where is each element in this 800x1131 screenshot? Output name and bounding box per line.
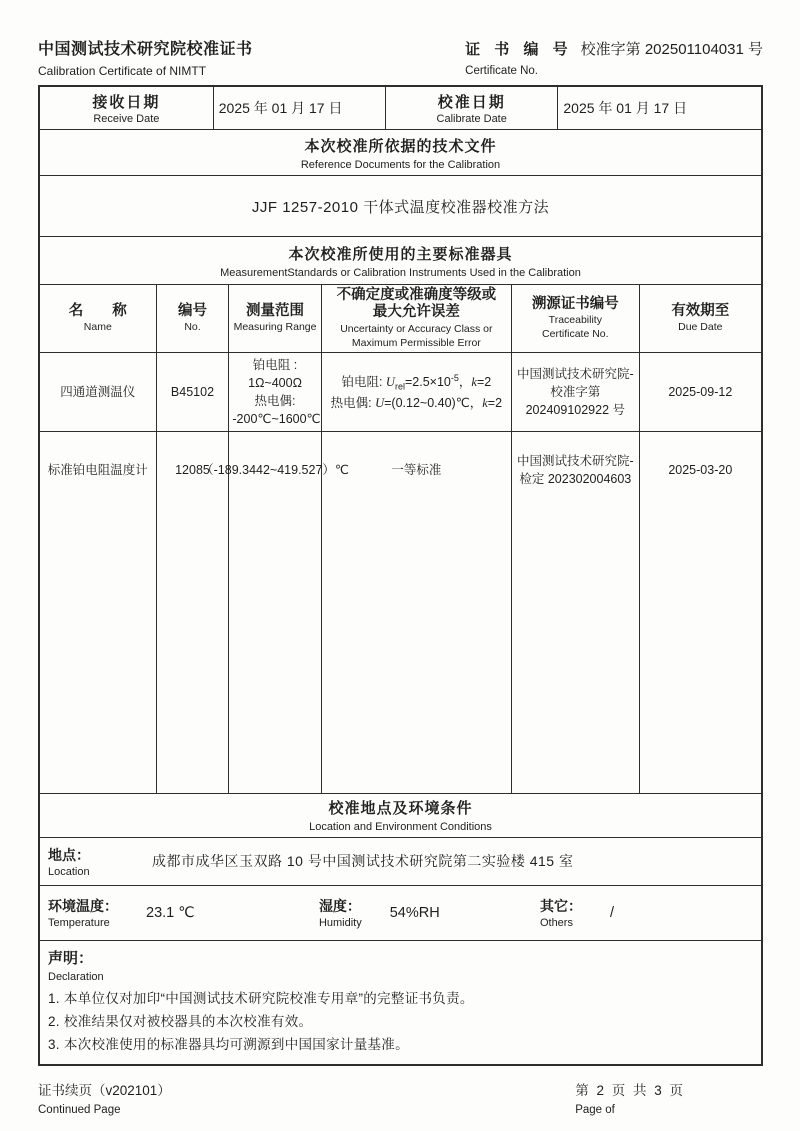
col-header-traceability-en2: Certificate No. bbox=[542, 328, 609, 341]
row1-range-line2: 热电偶: -200℃~1600℃ bbox=[232, 394, 321, 427]
col-header-range-en: Measuring Range bbox=[233, 321, 317, 334]
reference-content: JJF 1257-2010 干体式温度校准器校准方法 bbox=[40, 176, 761, 237]
row2-range: （-189.3442~419.527）℃ bbox=[201, 462, 349, 477]
others-label bbox=[540, 896, 582, 929]
standards-title-en: MeasurementStandards or Calibration Instruments Used in the Calibration bbox=[220, 266, 581, 279]
location-title-en: Location and Environment Conditions bbox=[309, 821, 492, 834]
col-header-traceability-cn: 溯源证书编号 bbox=[531, 295, 619, 312]
col-header-traceability bbox=[512, 285, 640, 353]
row1-traceability: 中国测试技术研究院-校准字第 202409102922 号 bbox=[512, 353, 640, 432]
row2-due-cell bbox=[639, 432, 761, 793]
declaration-label-en: Declaration bbox=[48, 970, 104, 983]
mpe-k-symbol: k bbox=[471, 375, 477, 390]
certificate-number-label-en: Certificate No. bbox=[465, 65, 538, 77]
col-header-uncertainty-en2: Maximum Permissible Error bbox=[351, 336, 481, 349]
footer-left bbox=[38, 1079, 171, 1116]
mpe-u-symbol2: U bbox=[375, 395, 385, 410]
mpe-l2a: 热电偶: bbox=[330, 395, 376, 410]
location-label-cn: 地点： bbox=[48, 846, 90, 863]
doc-footer bbox=[38, 1079, 763, 1116]
humidity-label bbox=[319, 896, 362, 929]
reference-title-cn: 本次校准所依据的技术文件 bbox=[304, 137, 497, 155]
row2-name: 标准铂电阻温度计 bbox=[47, 462, 148, 477]
temperature-label-cn: 环境温度： bbox=[48, 898, 118, 915]
others-value: / bbox=[609, 904, 614, 921]
row1-range-line1: 铂电阻 : 1Ω~400Ω bbox=[248, 357, 302, 390]
col-header-range bbox=[229, 285, 321, 353]
receive-date-label bbox=[40, 87, 214, 129]
header-left bbox=[38, 36, 253, 78]
calibrate-date-label-cn: 校准日期 bbox=[437, 94, 506, 111]
standards-row-2 bbox=[40, 432, 761, 793]
doc-header bbox=[38, 36, 763, 85]
humidity-value: 54%RH bbox=[389, 904, 440, 921]
col-header-no-cn: 编号 bbox=[177, 302, 207, 319]
col-header-due bbox=[639, 285, 761, 353]
row1-range bbox=[229, 353, 321, 432]
col-header-traceability-en: Traceability bbox=[548, 314, 602, 327]
temperature-group bbox=[48, 896, 319, 929]
standards-table bbox=[40, 285, 761, 793]
mpe-l1a: 铂电阻: bbox=[341, 375, 386, 390]
row1-mpe-line1 bbox=[325, 372, 508, 394]
certificate-number-label: 证 书 编 号 bbox=[465, 41, 573, 58]
page-number: 第 2 页 共 3 页 bbox=[575, 1083, 685, 1099]
row2-no-cell bbox=[156, 432, 229, 793]
receive-date-label-cn: 接收日期 bbox=[92, 94, 161, 111]
col-header-uncertainty bbox=[321, 285, 511, 353]
title-en: Calibration Certificate of NIMTT bbox=[38, 64, 207, 78]
mpe-exponent: -5 bbox=[450, 373, 459, 384]
footer-left-cn: 证书续页（v202101） bbox=[38, 1083, 171, 1099]
mpe-l2b: =(0.12~0.40)℃， bbox=[384, 395, 483, 410]
declaration-item-3: 3. 本次校准使用的标准器具均可溯源到中国国家计量基准。 bbox=[48, 1036, 409, 1052]
temperature-label bbox=[48, 896, 118, 929]
declaration-label-cn: 声明： bbox=[48, 949, 94, 967]
standards-title bbox=[40, 237, 761, 285]
mpe-k-symbol2: k bbox=[482, 395, 488, 410]
row2-traceability-cell bbox=[512, 432, 640, 793]
standards-table-wrap bbox=[40, 285, 761, 794]
humidity-group bbox=[319, 896, 540, 929]
location-row bbox=[40, 838, 761, 886]
row2-uncertainty-cell bbox=[321, 432, 511, 793]
row1-due: 2025-09-12 bbox=[639, 353, 761, 432]
environment-row bbox=[40, 886, 761, 941]
row1-name: 四通道测温仪 bbox=[40, 353, 156, 432]
row1-uncertainty bbox=[321, 353, 511, 432]
location-label bbox=[48, 845, 90, 878]
calibrate-date-label bbox=[386, 87, 558, 129]
standards-title-cn: 本次校准所使用的主要标准器具 bbox=[288, 245, 513, 263]
footer-right bbox=[575, 1079, 763, 1116]
footer-left-en: Continued Page bbox=[38, 1104, 121, 1117]
standards-header-row bbox=[40, 285, 761, 353]
calibrate-date-label-en: Calibrate Date bbox=[436, 113, 507, 125]
row2-uncertainty: 一等标准 bbox=[391, 462, 442, 477]
mpe-l1d: =2 bbox=[476, 375, 492, 390]
humidity-label-en: Humidity bbox=[318, 917, 362, 930]
row2-traceability: 中国测试技术研究院-检定 202302004603 bbox=[516, 453, 634, 487]
col-header-name bbox=[40, 285, 156, 353]
col-header-name-cn: 名 称 bbox=[68, 302, 127, 319]
mpe-u-subscript: rel bbox=[394, 381, 405, 392]
others-group bbox=[540, 896, 761, 929]
dates-row bbox=[40, 87, 761, 130]
temperature-label-en: Temperature bbox=[48, 917, 110, 930]
col-header-no-en: No. bbox=[184, 321, 201, 334]
others-label-en: Others bbox=[539, 917, 573, 930]
receive-date-value: 2025 年 01 月 17 日 bbox=[214, 87, 386, 129]
row2-no: 12085 bbox=[175, 462, 210, 477]
declaration-item-2: 2. 校准结果仅对被校器具的本次校准有效。 bbox=[48, 1013, 313, 1029]
col-header-uncertainty-cn: 不确定度或准确度等级或 bbox=[336, 287, 497, 303]
row1-no: B45102 bbox=[156, 353, 229, 432]
location-label-en: Location bbox=[48, 865, 90, 878]
col-header-uncertainty-en: Uncertainty or Accuracy Class or bbox=[340, 322, 493, 335]
location-value: 成都市成华区玉双路 10 号中国测试技术研究院第二实验楼 415 室 bbox=[152, 853, 574, 870]
others-label-cn: 其它： bbox=[539, 898, 582, 915]
row2-name-cell bbox=[40, 432, 156, 793]
header-right bbox=[465, 36, 763, 77]
location-title-cn: 校准地点及环境条件 bbox=[328, 800, 473, 818]
standards-row-1 bbox=[40, 353, 761, 432]
row2-range-cell bbox=[201, 432, 349, 793]
mpe-l2c: =2 bbox=[487, 395, 503, 410]
mpe-l1b: =2.5×10 bbox=[404, 375, 451, 390]
col-header-due-cn: 有效期至 bbox=[671, 302, 730, 319]
location-title bbox=[40, 794, 761, 838]
receive-date-label-en: Receive Date bbox=[93, 113, 160, 125]
row2-due: 2025-03-20 bbox=[668, 462, 733, 477]
col-header-no bbox=[156, 285, 229, 353]
col-header-uncertainty-cn2: 最大允许误差 bbox=[372, 304, 460, 321]
declaration-item-1: 1. 本单位仅对加印“中国测试技术研究院校准专用章”的完整证书负责。 bbox=[48, 990, 474, 1006]
mpe-l1c: ， bbox=[458, 375, 472, 390]
col-header-due-en: Due Date bbox=[678, 321, 723, 334]
reference-title bbox=[40, 130, 761, 176]
certificate-number-line bbox=[465, 38, 763, 59]
main-table bbox=[38, 85, 763, 1066]
col-header-name-en: Name bbox=[83, 321, 112, 334]
declaration-section bbox=[40, 941, 761, 1065]
certificate-number-value: 校准字第 202501104031 号 bbox=[580, 41, 763, 58]
calibrate-date-value: 2025 年 01 月 17 日 bbox=[563, 100, 688, 116]
title-cn: 中国测试技术研究院校准证书 bbox=[38, 41, 253, 58]
row1-mpe-line2 bbox=[325, 394, 508, 412]
temperature-value: 23.1 ℃ bbox=[146, 904, 195, 921]
humidity-label-cn: 湿度： bbox=[318, 898, 361, 915]
page-number-en: Page of bbox=[575, 1104, 615, 1117]
mpe-u-symbol: U bbox=[385, 375, 395, 390]
col-header-range-cn: 测量范围 bbox=[246, 302, 305, 319]
reference-title-en: Reference Documents for the Calibration bbox=[300, 158, 501, 171]
